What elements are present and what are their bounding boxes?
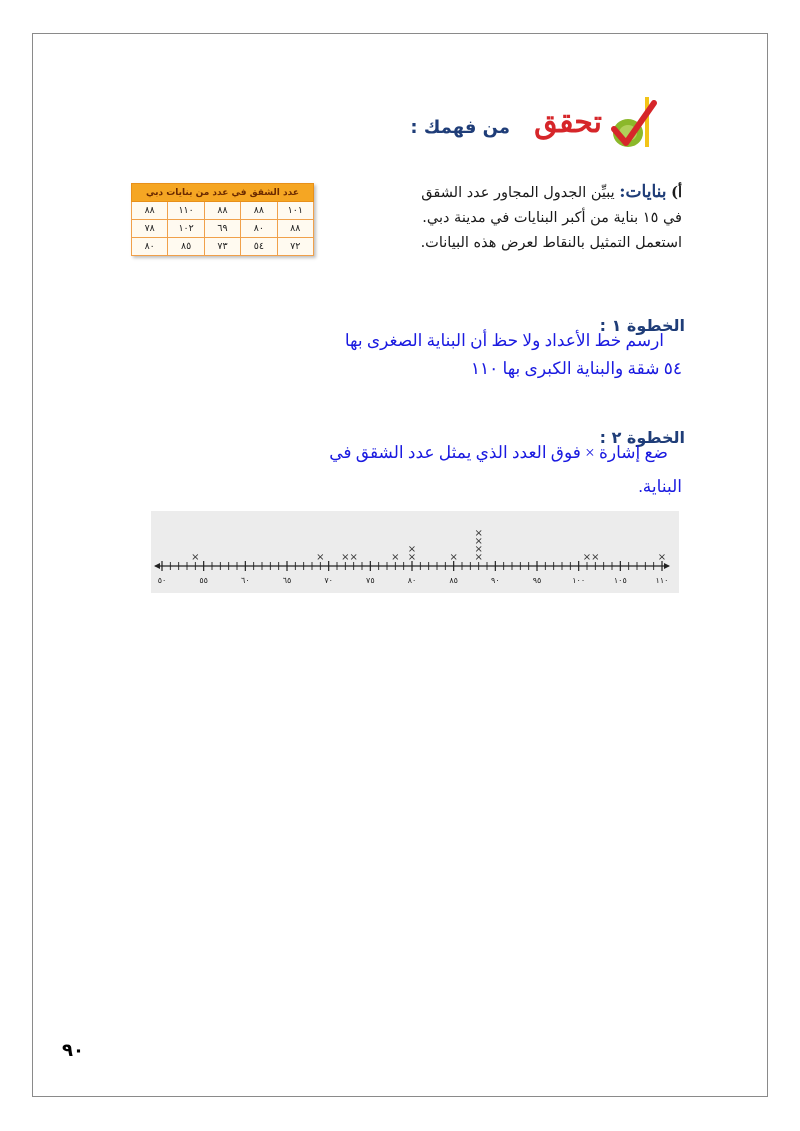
table-cell: ٥٤ [241, 238, 277, 256]
line-plot [151, 511, 679, 593]
data-point-x-mark: × [657, 552, 667, 563]
apartments-table [131, 183, 314, 256]
line-plot-svg [151, 511, 679, 593]
left-arrow-icon [154, 563, 160, 569]
step-1-answer-line-1: ارسم خط الأعداد ولا حظ أن البناية الصغرى بها [344, 331, 664, 350]
table-cell: ١١٠ [168, 202, 204, 220]
question-line-1 [352, 180, 682, 206]
tick-label: ٩٠ [491, 576, 500, 585]
table-cell: ٨٨ [241, 202, 277, 220]
data-point-x-mark: × [391, 552, 400, 563]
data-point-x-mark: × [449, 552, 458, 563]
table-cell: ٧٣ [204, 238, 240, 256]
data-point-x-mark: × [316, 552, 325, 563]
question-line-3: استعمل التمثيل بالنقاط لعرض هذه البيانات. [420, 235, 682, 251]
question-line-1-text: يبيِّن الجدول المجاور عدد الشقق [421, 185, 615, 201]
table-cell: ٨٨ [277, 220, 313, 238]
right-arrow-icon [664, 563, 670, 569]
data-point-x-mark: × [341, 552, 350, 563]
tick-label: ٩٥ [532, 576, 542, 585]
checkmark-icon [608, 95, 660, 155]
question-line-2: في ١٥ بناية من أكبر البنايات في مدينة دبي. [422, 210, 682, 226]
table-cell: ٧٢ [277, 238, 313, 256]
table-row [132, 220, 314, 238]
tick-label: ١١٠ [655, 576, 669, 585]
tick-label: ٨٥ [449, 576, 458, 585]
tick-label: ١٠٥ [613, 576, 627, 585]
data-point-x-mark: × [407, 544, 417, 555]
table-row [132, 238, 314, 256]
data-point-x-mark: × [474, 536, 483, 547]
page-number: ٩٠ [62, 1040, 84, 1061]
tick-label: ١٠٠ [572, 576, 586, 585]
check-understanding-heading [330, 95, 660, 155]
step-1-title: الخطوة ١ : [599, 316, 685, 335]
step-2-answer-line-2: البناية. [638, 477, 682, 496]
data-point-x-mark: × [591, 552, 600, 563]
question-letter: أ) [671, 184, 682, 201]
question-keyword: بنايات: [619, 182, 667, 202]
table-cell: ١٠١ [277, 202, 313, 220]
tick-label: ٨٠ [407, 576, 417, 585]
data-point-x-mark: × [191, 552, 200, 563]
table-cell: ٨٠ [241, 220, 277, 238]
table-cell: ٨٨ [132, 202, 168, 220]
tick-label: ٥٠ [157, 576, 167, 585]
step-2-answer-line-1: ضع إشارة × فوق العدد الذي يمثل عدد الشقق في [329, 443, 668, 462]
data-point-x-mark: × [474, 528, 483, 539]
table-cell: ٧٨ [132, 220, 168, 238]
heading-main-text: تحقق [534, 105, 602, 140]
step-1-answer-line-2: ٥٤ شقة والبناية الكبرى بها ١١٠ [470, 359, 682, 378]
table-cell: ٦٩ [204, 220, 240, 238]
tick-label: ٥٥ [199, 576, 208, 585]
data-point-x-mark: × [474, 552, 483, 563]
data-point-x-mark: × [407, 552, 417, 563]
tick-label: ٧٠ [324, 576, 333, 585]
table-cell: ٨٥ [168, 238, 204, 256]
table-title: عدد الشقق في عدد من بنايات دبي [132, 184, 314, 202]
table-row [132, 202, 314, 220]
data-point-x-mark: × [349, 552, 358, 563]
step-2-title: الخطوة ٢ : [599, 428, 685, 447]
table-cell: ١٠٢ [168, 220, 204, 238]
question-text [352, 180, 682, 256]
table-cell: ٨٨ [204, 202, 240, 220]
tick-label: ٦٠ [241, 576, 250, 585]
table-cell: ٨٠ [132, 238, 168, 256]
tick-label: ٦٥ [282, 576, 292, 585]
heading-sub-text: من فهمك : [410, 117, 510, 138]
data-point-x-mark: × [474, 544, 483, 555]
data-point-x-mark: × [582, 552, 592, 563]
tick-label: ٧٥ [366, 576, 375, 585]
